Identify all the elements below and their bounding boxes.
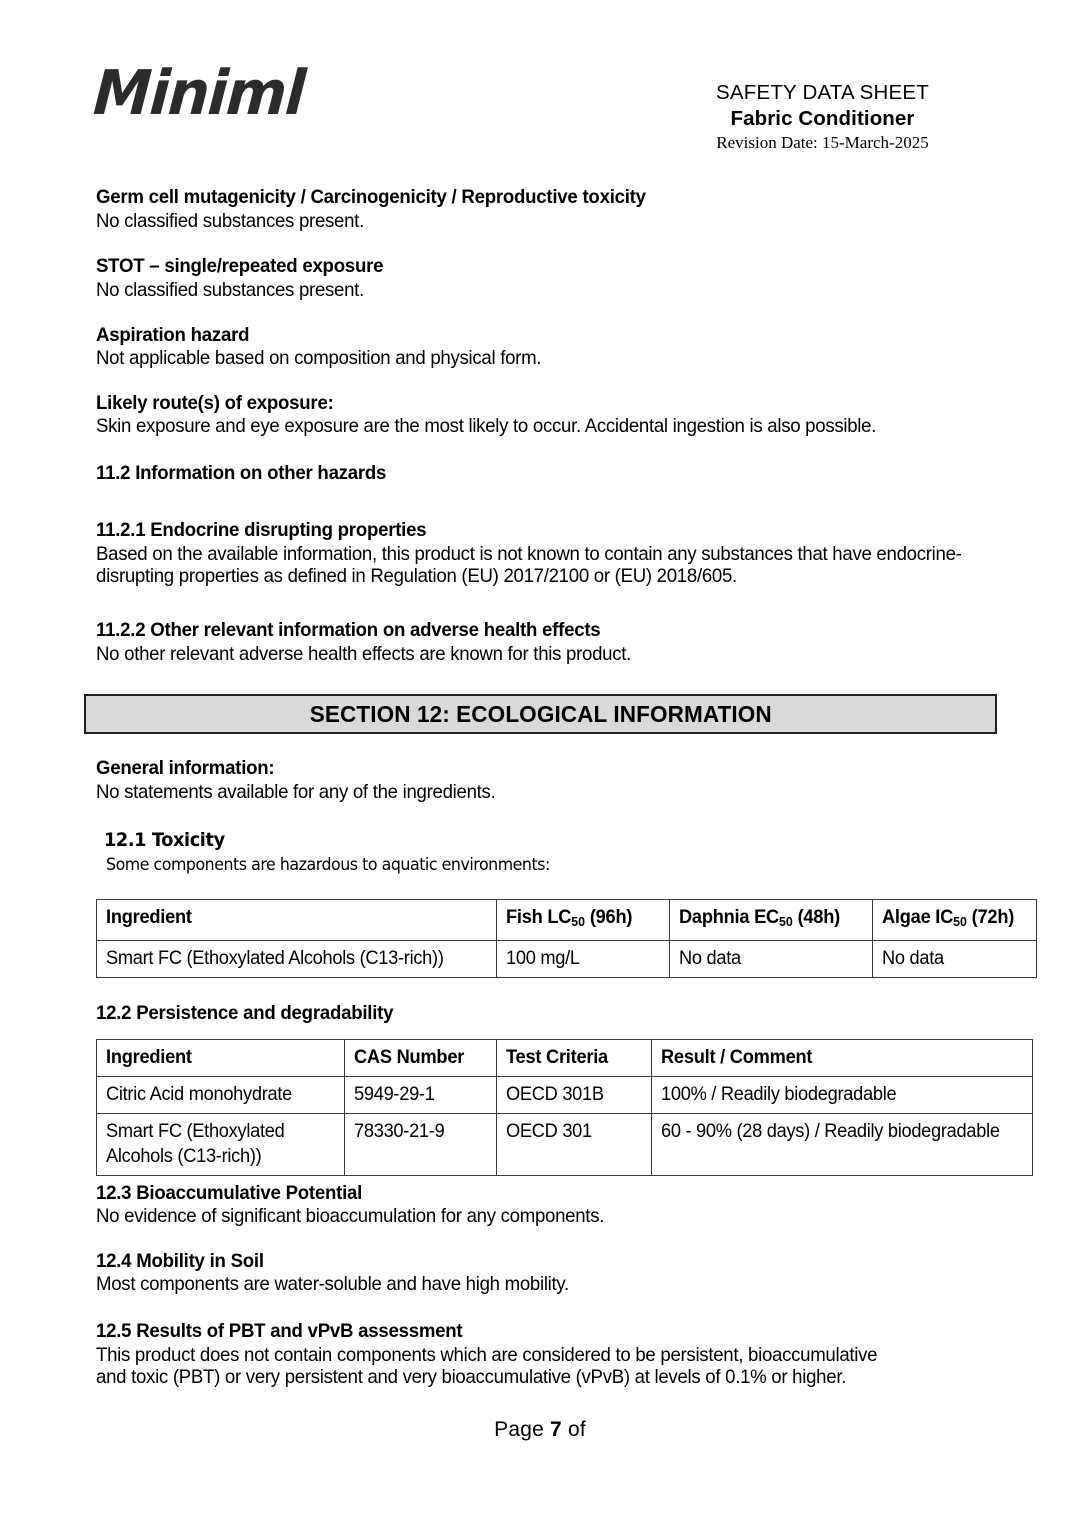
- cell-daphnia-ec50: No data: [670, 940, 873, 977]
- text-11-2-1-endocrine-line1: Based on the available information, this product is not known to contain any substances that have endocrine-: [96, 543, 962, 565]
- text-12-5-pbt-vpvb-line1: This product does not contain components which are considered to be persistent, bioaccumulative: [96, 1344, 878, 1366]
- text-12-3-bioaccumulative: No evidence of significant bioaccumulation for any components.: [96, 1205, 605, 1227]
- cell-ingredient: Citric Acid monohydrate: [97, 1077, 345, 1114]
- page-footer: [0, 1418, 1080, 1442]
- cell-result-comment: 60 - 90% (28 days) / Readily biodegradable: [652, 1114, 1033, 1176]
- toxicity-table: [96, 899, 1037, 978]
- heading-general-information: General information:: [96, 757, 275, 779]
- text-11-2-2-other-adverse-effects: No other relevant adverse health effects are known for this product.: [96, 643, 632, 665]
- heading-12-2-persistence: 12.2 Persistence and degradability: [96, 1002, 394, 1024]
- column-header-ingredient: Ingredient: [97, 1040, 345, 1077]
- footer-page-suffix: of: [561, 1418, 586, 1441]
- table-row: [97, 1114, 1033, 1176]
- header-document-info: [640, 80, 1005, 155]
- text-11-2-1-endocrine-line2: disrupting properties as defined in Regulation (EU) 2017/2100 or (EU) 2018/605.: [96, 565, 737, 587]
- column-header-daphnia-ec50: Daphnia $EC_{50}$ (48h): [670, 900, 873, 941]
- cell-cas-number: 5949-29-1: [345, 1077, 497, 1114]
- cell-ingredient: Smart FC (Ethoxylated Alcohols (C13-rich)): [97, 1114, 345, 1176]
- product-name-label: Fabric Conditioner: [730, 106, 915, 130]
- heading-12-1-toxicity: 12.1 Toxicity: [104, 829, 225, 851]
- cell-ingredient: Smart FC (Ethoxylated Alcohols (C13-rich)): [97, 940, 497, 977]
- heading-stot: STOT – single/repeated exposure: [96, 255, 384, 277]
- miniml-logo: Miniml: [91, 56, 307, 129]
- heading-11-2-2-other-adverse-effects: 11.2.2 Other relevant information on adverse health effects: [96, 619, 601, 641]
- text-12-4-mobility-in-soil: Most components are water-soluble and have high mobility.: [96, 1273, 569, 1295]
- cell-fish-lc50: 100 mg/L: [497, 940, 670, 977]
- column-header-test-criteria: Test Criteria: [497, 1040, 652, 1077]
- table-row: [97, 1077, 1033, 1114]
- cell-algae-ic50: No data: [873, 940, 1037, 977]
- text-12-5-pbt-vpvb-line2: and toxic (PBT) or very persistent and very bioaccumulative (vPvB) at levels of 0.1% or higher.: [96, 1366, 847, 1388]
- page-header: [0, 0, 1080, 160]
- text-12-1-toxicity: Some components are hazardous to aquatic environments:: [106, 855, 550, 875]
- footer-page-prefix: Page: [494, 1418, 551, 1441]
- table-header-row: [97, 1040, 1033, 1077]
- document-type-label: SAFETY DATA SHEET: [715, 81, 929, 104]
- text-likely-routes-of-exposure: Skin exposure and eye exposure are the most likely to occur. Accidental ingestion is also possible.: [96, 415, 877, 437]
- section-12-banner: [84, 694, 997, 734]
- footer-page-number: 7: [550, 1418, 562, 1441]
- cell-result-comment: 100% / Readily biodegradable: [652, 1077, 1033, 1114]
- heading-12-5-pbt-vpvb: 12.5 Results of PBT and vPvB assessment: [96, 1320, 463, 1342]
- subscript-50: 50: [778, 913, 793, 929]
- heading-12-4-mobility-in-soil: 12.4 Mobility in Soil: [96, 1250, 264, 1272]
- column-header-result-comment: Result / Comment: [652, 1040, 1033, 1077]
- text-germ-cell-mutagenicity: No classified substances present.: [96, 210, 364, 232]
- text-aspiration-hazard: Not applicable based on composition and physical form.: [96, 347, 542, 369]
- text-general-information: No statements available for any of the ingredients.: [96, 781, 496, 803]
- subscript-50: 50: [953, 913, 967, 929]
- heading-11-2-other-hazards: 11.2 Information on other hazards: [96, 462, 387, 484]
- column-header-algae-ic50: Algae $IC_{50}$ (72h): [873, 900, 1037, 941]
- heading-likely-routes-of-exposure: Likely route(s) of exposure:: [96, 392, 334, 414]
- persistence-degradability-table: [96, 1039, 1033, 1176]
- cell-cas-number: 78330-21-9: [345, 1114, 497, 1176]
- subscript-50: 50: [571, 913, 585, 929]
- text-stot: No classified substances present.: [96, 279, 364, 301]
- heading-aspiration-hazard: Aspiration hazard: [96, 324, 250, 346]
- column-header-cas-number: CAS Number: [345, 1040, 497, 1077]
- revision-date-label: Revision Date: 15-March-2025: [716, 133, 929, 153]
- table-header-row: [97, 900, 1037, 941]
- section-12-title: SECTION 12: ECOLOGICAL INFORMATION: [309, 700, 772, 727]
- table-row: [97, 940, 1037, 977]
- heading-germ-cell-mutagenicity: Germ cell mutagenicity / Carcinogenicity / Reproductive toxicity: [96, 186, 646, 208]
- heading-12-3-bioaccumulative: 12.3 Bioaccumulative Potential: [96, 1182, 363, 1204]
- column-header-ingredient: Ingredient: [97, 900, 497, 941]
- heading-11-2-1-endocrine: 11.2.1 Endocrine disrupting properties: [96, 519, 427, 541]
- cell-test-criteria: OECD 301: [497, 1114, 652, 1176]
- column-header-fish-lc50: Fish $LC_{50}$ (96h): [497, 900, 670, 941]
- cell-test-criteria: OECD 301B: [497, 1077, 652, 1114]
